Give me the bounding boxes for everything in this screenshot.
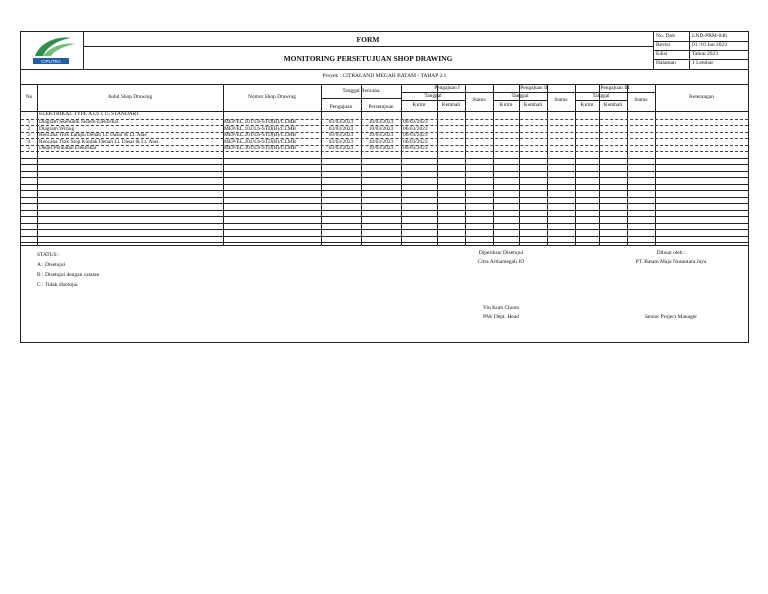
grid-row-line [21, 216, 748, 217]
document-info-table [653, 32, 749, 69]
table-cell-no: 5 [27, 145, 31, 151]
grid-row-line [321, 98, 401, 99]
grid-row-line [21, 158, 748, 159]
table-cell-judul: Rencana Titik Lampu Denah Lt. Dasar & Lt. Atas [39, 132, 147, 138]
col-kembali-3: Kembali [603, 102, 623, 108]
status-title: STATUS : [37, 252, 60, 258]
table-cell-no: 1 [27, 119, 31, 125]
ciputra-logo-icon [21, 32, 83, 69]
col-tanggal-3: Tanggal [592, 93, 610, 99]
grid-row-line [21, 111, 748, 112]
col-keterangan: Keterangan [689, 94, 714, 100]
col-tanggal-1: Tanggal [424, 93, 442, 99]
table-cell-pengajuan: 03/03/2023 [328, 145, 354, 151]
col-pengajuan-3: Pengajuan III [600, 85, 630, 91]
grid-row-line [21, 210, 748, 211]
table-cell-nomor: MEP/EL.201/L6-STD(B)/CLMB [224, 132, 297, 138]
made-role: Senior Project Manager [644, 314, 698, 320]
col-kirim-1: Kirim [412, 102, 426, 108]
grid-row-line [21, 145, 748, 146]
checked-company: Citra Arthamegah JO [477, 259, 525, 265]
table-cell-persetujuan: 10/03/2023 [368, 132, 394, 138]
table-cell-judul: Diagram Wiring [39, 125, 75, 132]
col-persetujuan: Persetujuan [368, 104, 394, 110]
grid-row-line [21, 132, 748, 133]
form-label: FORM [356, 35, 380, 44]
col-kirim-3: Kirim [580, 102, 594, 108]
table-cell-no: 2 [27, 125, 31, 132]
grid-row-line [21, 229, 748, 230]
signature-footer [21, 245, 748, 344]
grid-row-line [21, 171, 748, 172]
table-cell-persetujuan: 10/03/2023 [368, 138, 394, 145]
form-sheet [20, 31, 749, 343]
grid-row-line [401, 92, 655, 93]
grid-row-line [21, 190, 748, 191]
col-pengajuan: Pengajuan [329, 104, 353, 110]
table-cell-no: 3 [27, 132, 31, 138]
table-cell-persetujuan: 10/03/2023 [368, 125, 394, 132]
table-cell-pengajuan: 03/03/2023 [328, 132, 354, 138]
col-status-1: Status [472, 97, 486, 103]
grid-row-line [21, 223, 748, 224]
grid-row-line [21, 119, 748, 120]
col-kembali-1: Kembali [441, 102, 461, 108]
status-c: C : Tidak disetujui [37, 282, 78, 288]
grid-row-line [21, 236, 748, 237]
grid-row-line [401, 100, 465, 101]
table-cell-kirim: 06/03/2023 [403, 132, 428, 138]
col-tanggal-rencana: Tanggal Rencana [342, 88, 380, 94]
page-title: MONITORING PERSETUJUAN SHOP DRAWING [283, 54, 453, 63]
table-cell-pengajuan: 03/03/2023 [328, 125, 354, 132]
svg-text:CIPUTRA: CIPUTRA [41, 59, 61, 64]
company-logo [21, 32, 84, 69]
project-line: Proyek : CITRALAND MEGAH BATAM - TAHAP 2.1 [21, 69, 748, 85]
table-cell-nomor: MEP/EL.202/L6-STD(B)/CLMB [224, 138, 297, 145]
col-status-2: Status [554, 97, 568, 103]
grid-row-line [575, 100, 627, 101]
doc-info-row: Halaman 1 Lembar [654, 59, 749, 69]
table-cell-persetujuan: 10/03/2023 [368, 145, 394, 151]
table-cell-kirim: 06/03/2023 [403, 138, 428, 145]
table-cell-judul: Diagram Skematik Sistem Elektrikal [39, 119, 119, 125]
table-cell-persetujuan: 10/03/2023 [368, 119, 394, 125]
doc-info-row: Edisi Tahun 2023 [654, 50, 749, 60]
table-cell-kirim: 06/03/2023 [403, 119, 428, 125]
shop-drawing-table [21, 84, 748, 245]
grid-row-line [21, 151, 748, 152]
col-tanggal-2: Tanggal [511, 93, 529, 99]
grid-row-line [21, 164, 748, 165]
table-cell-nomor: MEP/EL.102/L6-STD(B)/CLMB [224, 125, 297, 132]
grid-row-line [21, 177, 748, 178]
table-cell-pengajuan: 03/03/2023 [328, 138, 354, 145]
table-cell-kirim: 06/03/2023 [403, 145, 428, 151]
table-cell-kirim: 06/03/2023 [403, 125, 428, 132]
grid-row-line [21, 184, 748, 185]
form-header [21, 32, 748, 70]
table-cell-nomor: MEP/EL.301/L6-STD(B)/CLMB [224, 145, 297, 151]
table-cell-judul: Detail Peralatan Elektrikal [39, 145, 97, 151]
status-a: A : Disetujui [37, 262, 66, 268]
table-cell-nomor: MEP/EL.101/L6-STD(B)/CLMB [224, 119, 297, 125]
col-no: No [25, 94, 33, 100]
col-kembali-2: Kembali [523, 102, 543, 108]
col-status-3: Status [634, 97, 648, 103]
grid-row-line [21, 125, 748, 126]
col-judul: Judul Shop Drawing [107, 94, 153, 100]
made-label: Dibuat oleh : [656, 250, 686, 256]
doc-info-row: No. Dok LND-PRM-046 [654, 32, 749, 42]
col-nomor: Nomor Shop Drawing [248, 94, 296, 100]
grid-row-line [493, 100, 547, 101]
grid-row-line [21, 242, 748, 243]
section-label: ELEKTRIKAL TYPE A L6 x 15 STANDART [39, 111, 140, 117]
table-cell-pengajuan: 03/03/2023 [328, 119, 354, 125]
grid-row-line [21, 203, 748, 204]
grid-row-line [21, 197, 748, 198]
col-pengajuan-2: Pengajuan II [520, 85, 548, 91]
status-b: B : Disetujui dengan catatan [37, 272, 100, 278]
table-cell-no: 4 [27, 138, 31, 145]
checked-label: Diperiksa/ Disetujui [478, 250, 524, 256]
grid-row-line [21, 138, 748, 139]
col-kirim-2: Kirim [499, 102, 513, 108]
title-block [83, 32, 653, 69]
checked-role: PM/ Dept. Head [483, 314, 519, 320]
col-pengajuan-1: Pengajuan I [434, 85, 460, 91]
doc-info-row: Revisi 01 /10 Jan 2023 [654, 41, 749, 51]
table-cell-judul: Rencana Titik Stop Kontak Denah Lt. Dasar & Lt. Atas [39, 138, 159, 145]
made-company: PT. Batam Maju Nusantara Jaya [635, 259, 707, 265]
checked-name: Yin Kum Choon [482, 305, 520, 311]
